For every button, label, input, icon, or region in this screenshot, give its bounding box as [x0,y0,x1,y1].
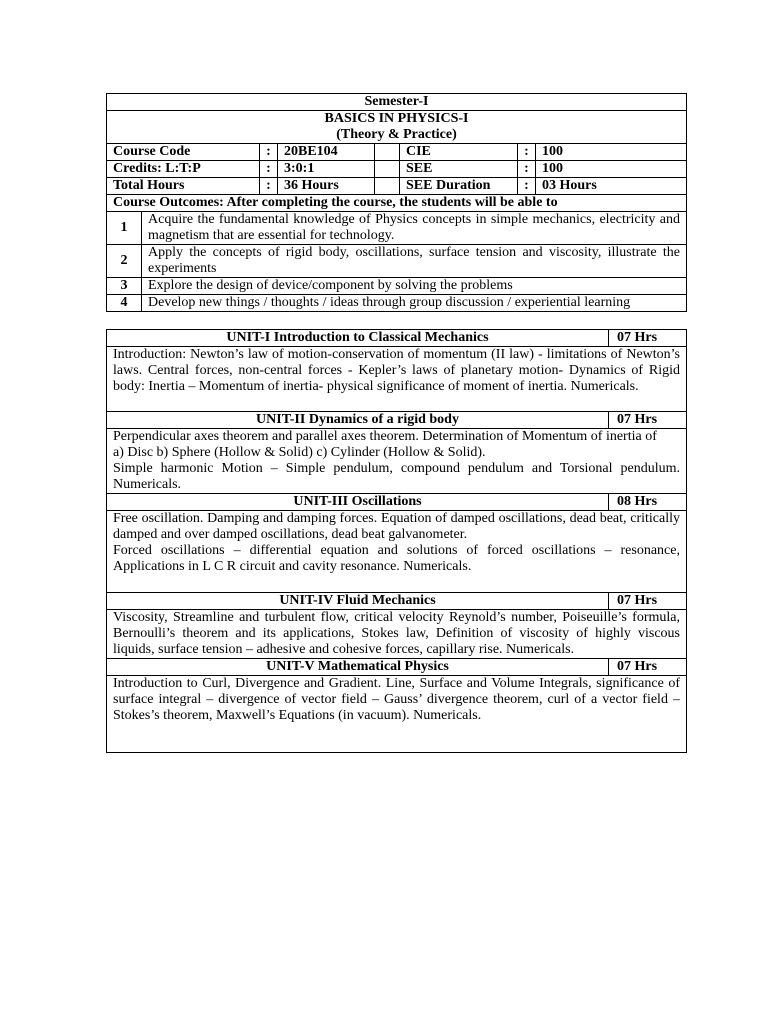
outcome-row [107,212,687,245]
unit-header-row [107,593,687,610]
separator: : [260,178,278,195]
credits-row [107,161,687,178]
cie-value: 100 [536,144,687,161]
see-value: 100 [536,161,687,178]
separator: : [518,161,536,178]
unit-title: UNIT-IV Fluid Mechanics [107,593,609,610]
unit-description [107,610,687,659]
total-hours-row [107,178,687,195]
outcome-text: Explore the design of device/component by solving the problems [142,278,687,295]
credits-value: 3:0:1 [278,161,375,178]
unit-hours: 07 Hrs [609,412,687,429]
outcome-row [107,278,687,295]
unit-paragraph: Forced oscillations – differential equation and solutions of forced oscillations – resonance, Applications in L C R circuit and cavity resonance. Numericals. [113,543,680,574]
unit-paragraph: Introduction to Curl, Divergence and Gradient. Line, Surface and Volume Integrals, significance of surface integral – divergence of vector field – Gauss’ divergence theorem, curl of a vector field – Stokes’s theorem, Maxwell’s Equations (in vacuum). Numericals. [113,676,680,723]
unit-paragraph: a) Disc b) Sphere (Hollow & Solid) c) Cylinder (Hollow & Solid). [113,445,486,460]
unit-title: UNIT-III Oscillations [107,494,609,511]
total-hours-value: 36 Hours [278,178,375,195]
course-code-row [107,144,687,161]
see-duration-label: SEE Duration [400,178,518,195]
unit-description [107,511,687,593]
unit-description [107,676,687,753]
outcome-row [107,245,687,278]
outcome-row [107,295,687,312]
unit-paragraph: Viscosity, Streamline and turbulent flow, critical velocity Reynold’s number, Poiseuille’s formula, Bernoulli’s theorem and its applications, Stokes law, Definition of viscosity of highly viscous liquids, surface tension – adhesive and cohesive forces, capillary rise. Numericals. [113,610,680,657]
unit-hours: 07 Hrs [609,593,687,610]
unit-title: UNIT-I Introduction to Classical Mechanics [107,330,609,347]
separator: : [260,161,278,178]
semester-label: Semester-I [107,94,687,111]
outcome-number: 4 [107,295,142,312]
unit-description [107,429,687,494]
outcome-number: 1 [107,212,142,245]
unit-title: UNIT-V Mathematical Physics [107,659,609,676]
outcome-text: Apply the concepts of rigid body, oscillations, surface tension and viscosity, illustrate the experiments [142,245,687,278]
unit-body-row [107,610,687,659]
outcomes-heading: Course Outcomes: After completing the course, the students will be able to [107,195,687,212]
spacer-cell [375,144,400,161]
unit-paragraph: Free oscillation. Damping and damping forces. Equation of damped oscillations, dead beat, critically damped and over damped oscillations, dead beat galvanometer. [113,511,680,542]
unit-body-row [107,347,687,412]
separator: : [518,178,536,195]
course-subtitle-text: (Theory & Practice) [336,127,457,142]
unit-paragraph: Perpendicular axes theorem and parallel axes theorem. Determination of Momentum of inertia of [113,429,657,444]
spacer-cell [375,161,400,178]
total-hours-label: Total Hours [107,178,260,195]
course-info-table [106,93,687,312]
unit-body-row [107,676,687,753]
unit-paragraph: Simple harmonic Motion – Simple pendulum, compound pendulum and Torsional pendulum. Numericals. [113,461,680,492]
unit-hours: 07 Hrs [609,659,687,676]
unit-header-row [107,412,687,429]
unit-header-row [107,494,687,511]
unit-header-row [107,659,687,676]
course-title-text: BASICS IN PHYSICS-I [324,111,469,126]
outcome-number: 3 [107,278,142,295]
unit-hours: 07 Hrs [609,330,687,347]
separator: : [518,144,536,161]
cie-label: CIE [400,144,518,161]
unit-header-row [107,330,687,347]
outcome-text: Acquire the fundamental knowledge of Physics concepts in simple mechanics, electricity and magnetism that are essential for technology. [142,212,687,245]
unit-body-row [107,429,687,494]
separator: : [260,144,278,161]
outcome-text: Develop new things / thoughts / ideas through group discussion / experiential learning [142,295,687,312]
outcome-number: 2 [107,245,142,278]
course-title [107,111,687,144]
unit-hours: 08 Hrs [609,494,687,511]
course-code-label: Course Code [107,144,260,161]
units-table [106,329,687,753]
spacer-cell [375,178,400,195]
see-label: SEE [400,161,518,178]
credits-label: Credits: L:T:P [107,161,260,178]
unit-description [107,347,687,412]
unit-paragraph: Introduction: Newton’s law of motion-conservation of momentum (II law) - limitations of Newton’s laws. Central forces, non-central forces - Kepler’s laws of planetary motion- Dynamics of Rigid body: Inertia – Momentum of inertia- physical significance of moment of inertia. Numericals. [113,347,680,394]
see-duration-value: 03 Hours [536,178,687,195]
course-code-value: 20BE104 [278,144,375,161]
unit-title: UNIT-II Dynamics of a rigid body [107,412,609,429]
unit-body-row [107,511,687,593]
